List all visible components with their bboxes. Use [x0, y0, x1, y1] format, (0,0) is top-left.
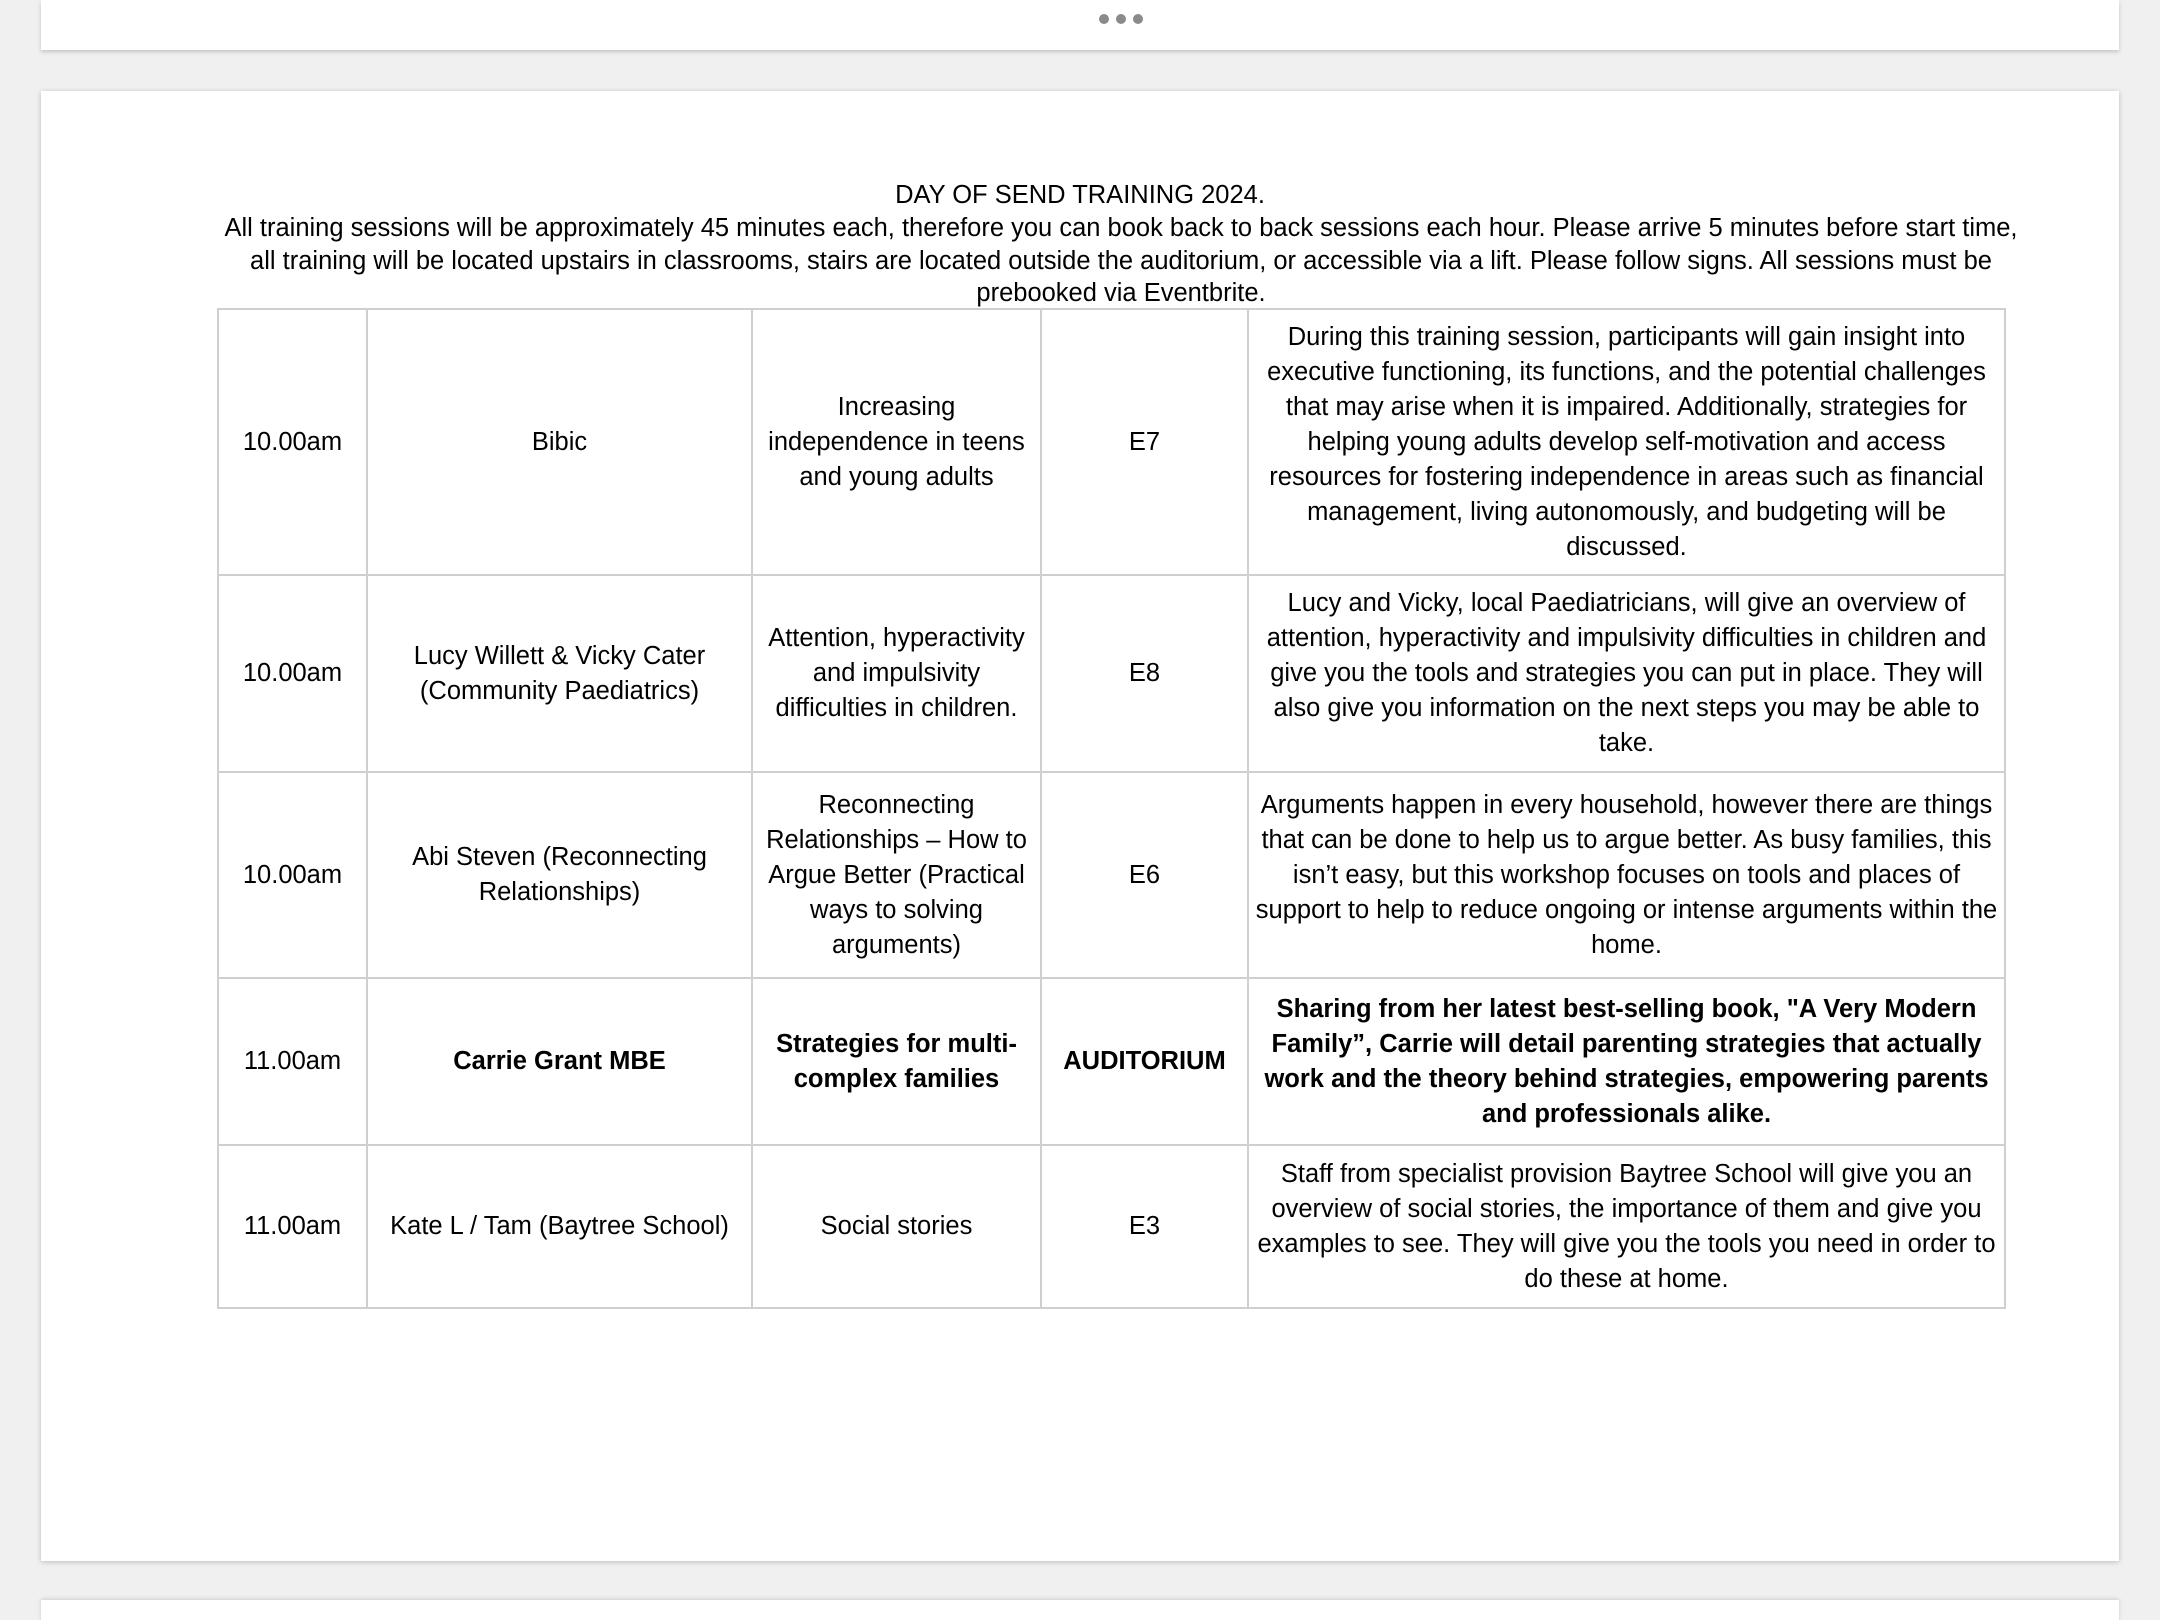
dot — [1116, 14, 1126, 24]
session-room: E7 — [1041, 309, 1248, 575]
document-title: DAY OF SEND TRAINING 2024. — [895, 181, 1265, 209]
table-row — [218, 772, 2005, 978]
table-row — [218, 575, 2005, 772]
session-room: E3 — [1041, 1145, 1248, 1308]
session-description: Sharing from her latest best-selling book, "A Very Modern Family”, Carrie will detail parenting strategies that actually work and the theory behind strategies, empowering parents and professionals alike. — [1248, 978, 2005, 1145]
document-intro: All training sessions will be approximately 45 minutes each, therefore you can book back to back sessions each hour. Please arrive 5 minutes before start time, all training will be located upstairs in classrooms, stairs are located outside the auditorium, or accessible via a lift. Please follow signs. All sessions must be prebooked via Eventbrite. — [224, 214, 2018, 307]
document-page — [41, 91, 2119, 1561]
session-speaker: Lucy Willett & Vicky Cater (Community Paediatrics) — [367, 575, 752, 772]
session-topic: Reconnecting Relationships – How to Argue Better (Practical ways to solving arguments) — [752, 772, 1041, 978]
dot — [1133, 14, 1143, 24]
table-row-featured — [218, 978, 2005, 1145]
session-time: 11.00am — [218, 978, 367, 1145]
session-time: 10.00am — [218, 772, 367, 978]
session-speaker: Kate L / Tam (Baytree School) — [367, 1145, 752, 1308]
session-room: AUDITORIUM — [1041, 978, 1248, 1145]
session-time: 10.00am — [218, 309, 367, 575]
schedule-table — [217, 308, 2006, 1309]
session-time: 11.00am — [218, 1145, 367, 1308]
session-topic: Social stories — [752, 1145, 1041, 1308]
session-topic: Attention, hyperactivity and impulsivity difficulties in children. — [752, 575, 1041, 772]
session-speaker: Carrie Grant MBE — [367, 978, 752, 1145]
session-description: Arguments happen in every household, however there are things that can be done to help us to argue better. As busy families, this isn’t easy, but this workshop focuses on tools and places of support to help to reduce ongoing or intense arguments within the home. — [1248, 772, 2005, 978]
session-speaker: Bibic — [367, 309, 752, 575]
session-description: Staff from specialist provision Baytree School will give you an overview of social stories, the importance of them and give you examples to see. They will give you the tools you need in order to do these at home. — [1248, 1145, 2005, 1308]
table-row — [218, 1145, 2005, 1308]
session-description: Lucy and Vicky, local Paediatricians, will give an overview of attention, hyperactivity and impulsivity difficulties in children and give you the tools and strategies you can put in place. They will also give you information on the next steps you may be able to take. — [1248, 575, 2005, 772]
session-room: E6 — [1041, 772, 1248, 978]
dot — [1099, 14, 1109, 24]
session-time: 10.00am — [218, 575, 367, 772]
session-topic: Increasing independence in teens and young adults — [752, 309, 1041, 575]
previous-page — [41, 0, 2119, 50]
session-speaker: Abi Steven (Reconnecting Relationships) — [367, 772, 752, 978]
session-topic: Strategies for multi-complex families — [752, 978, 1041, 1145]
session-room: E8 — [1041, 575, 1248, 772]
session-description: During this training session, participants will gain insight into executive functioning, its functions, and the potential challenges that may arise when it is impaired. Additionally, strategies for helping young adults develop self-motivation and access resources for fostering independence in areas such as financial management, living autonomously, and budgeting will be discussed. — [1248, 309, 2005, 575]
table-row — [218, 309, 2005, 575]
next-page — [41, 1600, 2119, 1620]
more-options-icon[interactable] — [1099, 12, 1143, 26]
